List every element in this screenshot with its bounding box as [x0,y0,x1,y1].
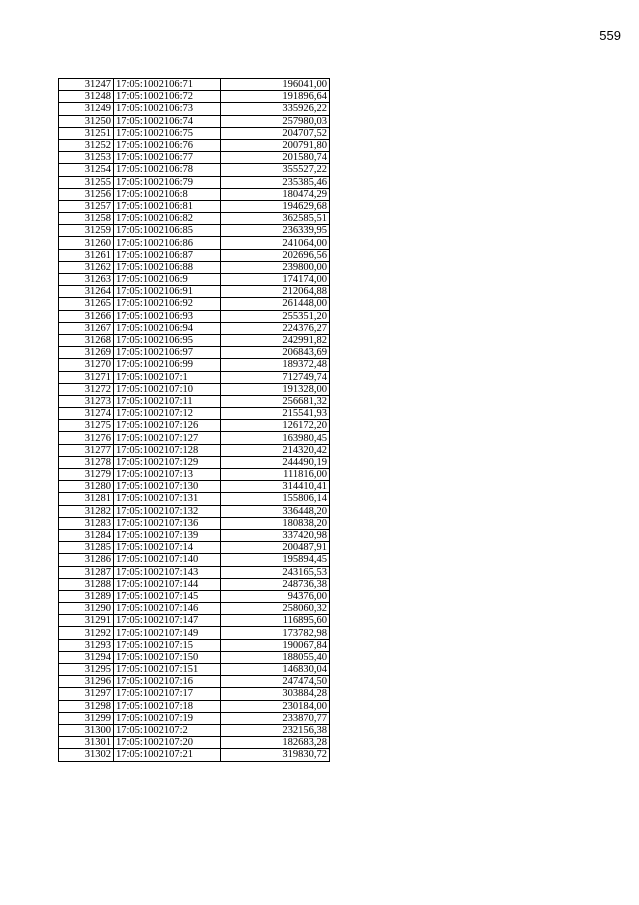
cadastral-value-cell: 336448,20 [221,505,330,517]
cadastral-value-cell: 116895,60 [221,615,330,627]
row-number-cell: 31259 [59,225,114,237]
cadastral-number-cell: 17:05:1002107:17 [114,688,221,700]
cadastral-value-cell: 236339,95 [221,225,330,237]
row-number-cell: 31294 [59,651,114,663]
cadastral-value-cell: 241064,00 [221,237,330,249]
row-number-cell: 31272 [59,383,114,395]
table-row [59,737,330,749]
cadastral-value-cell: 337420,98 [221,529,330,541]
row-number-cell: 31276 [59,432,114,444]
cadastral-value-cell: 202696,56 [221,249,330,261]
row-number-cell: 31262 [59,261,114,273]
table-row [59,712,330,724]
cadastral-number-cell: 17:05:1002107:1 [114,371,221,383]
table-row [59,408,330,420]
cadastral-value-cell: 314410,41 [221,481,330,493]
row-number-cell: 31251 [59,127,114,139]
cadastral-number-cell: 17:05:1002106:92 [114,298,221,310]
cadastral-value-cell: 233870,77 [221,712,330,724]
cadastral-number-cell: 17:05:1002107:144 [114,578,221,590]
row-number-cell: 31295 [59,664,114,676]
cadastral-value-cell: 189372,48 [221,359,330,371]
cadastral-value-cell: 256681,32 [221,395,330,407]
row-number-cell: 31250 [59,115,114,127]
cadastral-value-cell: 230184,00 [221,700,330,712]
cadastral-number-cell: 17:05:1002106:87 [114,249,221,261]
table-row [59,286,330,298]
table-row [59,152,330,164]
cadastral-number-cell: 17:05:1002107:14 [114,542,221,554]
cadastral-number-cell: 17:05:1002107:147 [114,615,221,627]
cadastral-number-cell: 17:05:1002106:9 [114,274,221,286]
cadastral-number-cell: 17:05:1002106:88 [114,261,221,273]
cadastral-value-cell: 191896,64 [221,91,330,103]
table-row [59,249,330,261]
cadastral-number-cell: 17:05:1002107:149 [114,627,221,639]
table-row [59,322,330,334]
cadastral-number-cell: 17:05:1002106:99 [114,359,221,371]
table-row [59,578,330,590]
cadastral-value-cell: 335926,22 [221,103,330,115]
cadastral-value-cell: 173782,98 [221,627,330,639]
cadastral-value-cell: 195894,45 [221,554,330,566]
cadastral-value-cell: 303884,28 [221,688,330,700]
table-row [59,566,330,578]
cadastral-number-cell: 17:05:1002107:16 [114,676,221,688]
table-row [59,359,330,371]
row-number-cell: 31263 [59,274,114,286]
cadastral-value-cell: 224376,27 [221,322,330,334]
cadastral-number-cell: 17:05:1002107:15 [114,639,221,651]
table-row [59,651,330,663]
cadastral-value-cell: 163980,45 [221,432,330,444]
cadastral-value-cell: 196041,00 [221,79,330,91]
cadastral-number-cell: 17:05:1002106:85 [114,225,221,237]
cadastral-value-cell: 214320,42 [221,444,330,456]
cadastral-value-cell: 94376,00 [221,590,330,602]
cadastral-value-cell: 212064,88 [221,286,330,298]
cadastral-value-cell: 146830,04 [221,664,330,676]
table-row [59,469,330,481]
cadastral-number-cell: 17:05:1002106:78 [114,164,221,176]
table-row [59,261,330,273]
cadastral-number-cell: 17:05:1002107:18 [114,700,221,712]
table-row [59,334,330,346]
table-row [59,395,330,407]
cadastral-number-cell: 17:05:1002107:146 [114,603,221,615]
table-row [59,700,330,712]
row-number-cell: 31286 [59,554,114,566]
table-row [59,420,330,432]
cadastral-value-cell: 257980,03 [221,115,330,127]
cadastral-number-cell: 17:05:1002107:20 [114,737,221,749]
row-number-cell: 31287 [59,566,114,578]
row-number-cell: 31270 [59,359,114,371]
table-row [59,615,330,627]
cadastral-number-cell: 17:05:1002107:127 [114,432,221,444]
cadastral-value-cell: 232156,38 [221,724,330,736]
row-number-cell: 31296 [59,676,114,688]
table-row [59,383,330,395]
cadastral-value-cell: 258060,32 [221,603,330,615]
cadastral-number-cell: 17:05:1002107:13 [114,469,221,481]
cadastral-number-cell: 17:05:1002107:21 [114,749,221,761]
row-number-cell: 31258 [59,213,114,225]
cadastral-value-cell: 248736,38 [221,578,330,590]
cadastral-value-cell: 712749,74 [221,371,330,383]
table-row [59,590,330,602]
row-number-cell: 31273 [59,395,114,407]
cadastral-number-cell: 17:05:1002107:151 [114,664,221,676]
row-number-cell: 31266 [59,310,114,322]
cadastral-number-cell: 17:05:1002106:75 [114,127,221,139]
row-number-cell: 31253 [59,152,114,164]
cadastral-number-cell: 17:05:1002107:11 [114,395,221,407]
table-row [59,213,330,225]
cadastral-number-cell: 17:05:1002107:12 [114,408,221,420]
row-number-cell: 31274 [59,408,114,420]
cadastral-value-cell: 355527,22 [221,164,330,176]
table-row [59,91,330,103]
cadastral-value-cell: 182683,28 [221,737,330,749]
row-number-cell: 31261 [59,249,114,261]
cadastral-number-cell: 17:05:1002107:145 [114,590,221,602]
table-row [59,529,330,541]
cadastral-number-cell: 17:05:1002107:140 [114,554,221,566]
table-row [59,79,330,91]
cadastral-value-cell: 180474,29 [221,188,330,200]
cadastral-value-cell: 200791,80 [221,139,330,151]
table-row [59,749,330,761]
table-row [59,200,330,212]
table-row [59,103,330,115]
cadastral-value-cell: 180838,20 [221,517,330,529]
cadastral-number-cell: 17:05:1002107:136 [114,517,221,529]
table-row [59,639,330,651]
row-number-cell: 31300 [59,724,114,736]
row-number-cell: 31255 [59,176,114,188]
table-body [59,79,330,762]
row-number-cell: 31285 [59,542,114,554]
row-number-cell: 31279 [59,469,114,481]
cadastral-number-cell: 17:05:1002107:126 [114,420,221,432]
row-number-cell: 31281 [59,493,114,505]
cadastral-value-cell: 174174,00 [221,274,330,286]
table-row [59,505,330,517]
cadastral-number-cell: 17:05:1002107:150 [114,651,221,663]
cadastral-number-cell: 17:05:1002107:132 [114,505,221,517]
cadastral-value-table [58,78,330,762]
row-number-cell: 31278 [59,456,114,468]
table-row [59,603,330,615]
row-number-cell: 31280 [59,481,114,493]
table-row [59,517,330,529]
cadastral-value-cell: 215541,93 [221,408,330,420]
cadastral-number-cell: 17:05:1002106:86 [114,237,221,249]
table-row [59,432,330,444]
row-number-cell: 31282 [59,505,114,517]
cadastral-value-cell: 204707,52 [221,127,330,139]
row-number-cell: 31289 [59,590,114,602]
cadastral-number-cell: 17:05:1002106:76 [114,139,221,151]
row-number-cell: 31265 [59,298,114,310]
table-row [59,444,330,456]
row-number-cell: 31293 [59,639,114,651]
table-row [59,627,330,639]
cadastral-value-cell: 188055,40 [221,651,330,663]
cadastral-value-cell: 190067,84 [221,639,330,651]
cadastral-number-cell: 17:05:1002106:95 [114,334,221,346]
table-row [59,127,330,139]
row-number-cell: 31260 [59,237,114,249]
row-number-cell: 31264 [59,286,114,298]
cadastral-number-cell: 17:05:1002107:131 [114,493,221,505]
table-row [59,298,330,310]
cadastral-number-cell: 17:05:1002106:81 [114,200,221,212]
row-number-cell: 31301 [59,737,114,749]
cadastral-number-cell: 17:05:1002106:74 [114,115,221,127]
row-number-cell: 31277 [59,444,114,456]
row-number-cell: 31302 [59,749,114,761]
table-row [59,237,330,249]
row-number-cell: 31271 [59,371,114,383]
row-number-cell: 31268 [59,334,114,346]
cadastral-value-cell: 261448,00 [221,298,330,310]
row-number-cell: 31254 [59,164,114,176]
cadastral-number-cell: 17:05:1002106:8 [114,188,221,200]
table-row [59,688,330,700]
cadastral-number-cell: 17:05:1002107:2 [114,724,221,736]
row-number-cell: 31292 [59,627,114,639]
row-number-cell: 31291 [59,615,114,627]
table-row [59,115,330,127]
cadastral-number-cell: 17:05:1002106:97 [114,347,221,359]
cadastral-number-cell: 17:05:1002106:72 [114,91,221,103]
table-row [59,310,330,322]
table-row [59,664,330,676]
cadastral-value-cell: 111816,00 [221,469,330,481]
cadastral-number-cell: 17:05:1002106:93 [114,310,221,322]
cadastral-value-cell: 319830,72 [221,749,330,761]
cadastral-number-cell: 17:05:1002106:94 [114,322,221,334]
row-number-cell: 31256 [59,188,114,200]
cadastral-number-cell: 17:05:1002106:79 [114,176,221,188]
cadastral-number-cell: 17:05:1002107:10 [114,383,221,395]
table-row [59,139,330,151]
cadastral-value-cell: 206843,69 [221,347,330,359]
cadastral-number-cell: 17:05:1002106:82 [114,213,221,225]
row-number-cell: 31247 [59,79,114,91]
cadastral-value-cell: 242991,82 [221,334,330,346]
table-row [59,164,330,176]
cadastral-value-cell: 243165,53 [221,566,330,578]
cadastral-value-cell: 155806,14 [221,493,330,505]
table-row [59,493,330,505]
cadastral-value-cell: 244490,19 [221,456,330,468]
table-row [59,347,330,359]
cadastral-value-cell: 362585,51 [221,213,330,225]
row-number-cell: 31252 [59,139,114,151]
table-row [59,554,330,566]
table-row [59,225,330,237]
table-row [59,371,330,383]
cadastral-value-cell: 255351,20 [221,310,330,322]
table-row [59,724,330,736]
cadastral-value-cell: 194629,68 [221,200,330,212]
row-number-cell: 31257 [59,200,114,212]
table-row [59,456,330,468]
table-row [59,481,330,493]
cadastral-value-cell: 247474,50 [221,676,330,688]
cadastral-number-cell: 17:05:1002107:19 [114,712,221,724]
cadastral-number-cell: 17:05:1002107:130 [114,481,221,493]
row-number-cell: 31288 [59,578,114,590]
table-row [59,542,330,554]
row-number-cell: 31275 [59,420,114,432]
row-number-cell: 31299 [59,712,114,724]
row-number-cell: 31298 [59,700,114,712]
cadastral-number-cell: 17:05:1002107:128 [114,444,221,456]
cadastral-number-cell: 17:05:1002106:91 [114,286,221,298]
cadastral-number-cell: 17:05:1002107:143 [114,566,221,578]
cadastral-value-cell: 201580,74 [221,152,330,164]
table-row [59,676,330,688]
table-row [59,188,330,200]
table-row [59,274,330,286]
cadastral-number-cell: 17:05:1002107:139 [114,529,221,541]
row-number-cell: 31249 [59,103,114,115]
cadastral-number-cell: 17:05:1002106:71 [114,79,221,91]
row-number-cell: 31283 [59,517,114,529]
row-number-cell: 31290 [59,603,114,615]
cadastral-number-cell: 17:05:1002107:129 [114,456,221,468]
cadastral-value-cell: 191328,00 [221,383,330,395]
cadastral-value-cell: 200487,91 [221,542,330,554]
row-number-cell: 31269 [59,347,114,359]
cadastral-number-cell: 17:05:1002106:73 [114,103,221,115]
row-number-cell: 31267 [59,322,114,334]
row-number-cell: 31248 [59,91,114,103]
cadastral-value-cell: 126172,20 [221,420,330,432]
page-number: 559 [599,28,621,43]
cadastral-value-cell: 239800,00 [221,261,330,273]
cadastral-value-cell: 235385,46 [221,176,330,188]
row-number-cell: 31297 [59,688,114,700]
cadastral-number-cell: 17:05:1002106:77 [114,152,221,164]
row-number-cell: 31284 [59,529,114,541]
table-row [59,176,330,188]
